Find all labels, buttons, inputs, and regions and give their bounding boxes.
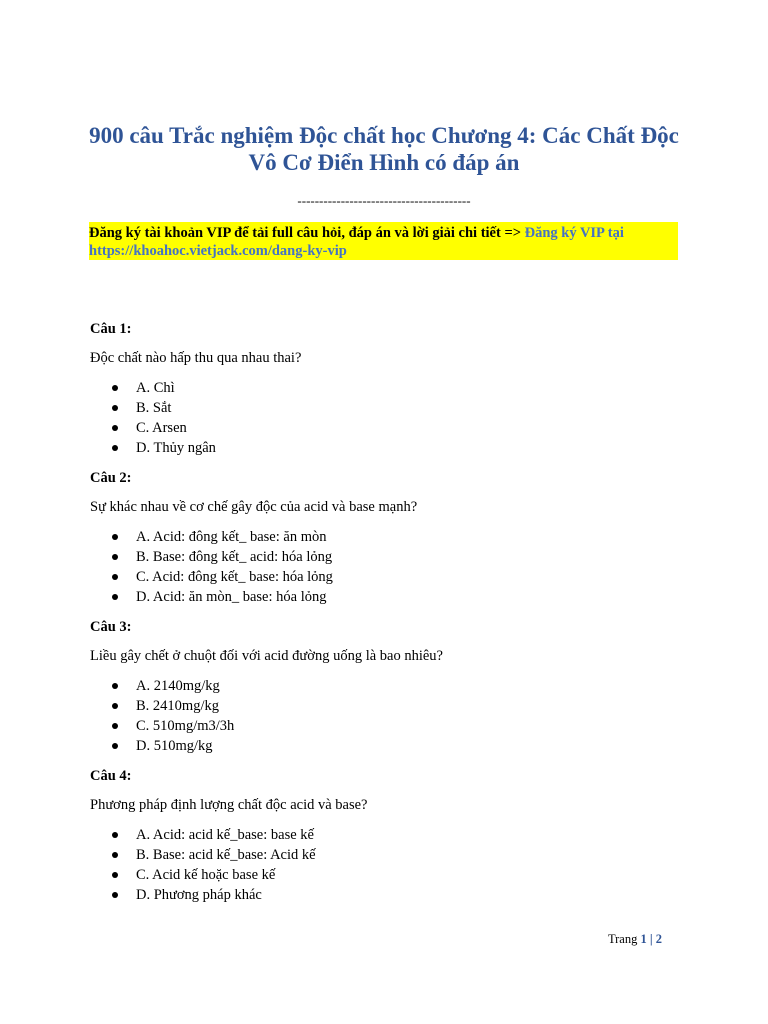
question-label: Câu 2:: [90, 470, 132, 486]
option-item: [90, 825, 690, 845]
option-item: [90, 567, 690, 587]
question-label: Câu 3:: [90, 619, 132, 635]
question-1: [90, 319, 690, 458]
title-line-1: 900 câu Trắc nghiệm Độc chất học Chương 4: Các Chất Độc: [89, 123, 679, 148]
option-item: [90, 547, 690, 567]
option-text: C. Acid: đông kết_ base: hóa lỏng: [136, 569, 333, 585]
question-3: [90, 617, 690, 756]
option-item: [90, 676, 690, 696]
bullet-icon: [112, 554, 118, 560]
option-item: [90, 885, 690, 905]
option-item: [90, 696, 690, 716]
option-text: A. 2140mg/kg: [136, 678, 220, 694]
option-item: [90, 845, 690, 865]
question-4: [90, 766, 690, 905]
vip-banner: [89, 222, 678, 260]
option-list: [90, 676, 690, 756]
separator-line: ----------------------------------------: [297, 193, 471, 208]
question-text: Độc chất nào hấp thu qua nhau thai?: [90, 350, 302, 366]
option-item: [90, 398, 690, 418]
option-item: [90, 716, 690, 736]
bullet-icon: [112, 832, 118, 838]
bullet-icon: [112, 385, 118, 391]
bullet-icon: [112, 703, 118, 709]
option-text: A. Chì: [136, 380, 175, 396]
option-list: [90, 527, 690, 607]
option-text: D. Thủy ngân: [136, 440, 216, 456]
option-item: [90, 865, 690, 885]
question-text: Liều gây chết ở chuột đối với acid đường uống là bao nhiêu?: [90, 648, 443, 664]
option-text: A. Acid: đông kết_ base: ăn mòn: [136, 529, 327, 545]
document-title: [60, 122, 708, 176]
option-item: [90, 418, 690, 438]
option-list: [90, 378, 690, 458]
option-text: D. Acid: ăn mòn_ base: hóa lỏng: [136, 589, 327, 605]
bullet-icon: [112, 574, 118, 580]
bullet-icon: [112, 723, 118, 729]
vip-register-link[interactable]: Đăng ký VIP tại https://khoahoc.vietjack.com/dang-ky-vip: [89, 225, 624, 259]
bullet-icon: [112, 425, 118, 431]
question-label: Câu 4:: [90, 768, 132, 784]
bullet-icon: [112, 872, 118, 878]
question-label: Câu 1:: [90, 321, 132, 337]
option-item: [90, 438, 690, 458]
bullet-icon: [112, 594, 118, 600]
bullet-icon: [112, 892, 118, 898]
option-text: A. Acid: acid kế_base: base kế: [136, 827, 314, 843]
footer-prefix: Trang: [607, 932, 641, 946]
option-item: [90, 378, 690, 398]
title-line-2: Vô Cơ Điển Hình có đáp án: [248, 150, 520, 175]
option-item: [90, 736, 690, 756]
option-text: C. 510mg/m3/3h: [136, 718, 235, 734]
option-text: C. Arsen: [136, 420, 187, 436]
question-list: [90, 319, 690, 915]
option-text: B. Sắt: [136, 400, 172, 416]
option-text: C. Acid kế hoặc base kế: [136, 867, 276, 883]
page-number: 1 | 2: [640, 932, 662, 946]
question-2: [90, 468, 690, 607]
option-text: B. 2410mg/kg: [136, 698, 219, 714]
bullet-icon: [112, 852, 118, 858]
vip-banner-text: Đăng ký tài khoản VIP để tải full câu hỏi, đáp án và lời giải chi tiết =>: [89, 225, 525, 241]
option-text: B. Base: đông kết_ acid: hóa lỏng: [136, 549, 333, 565]
option-item: [90, 527, 690, 547]
question-text: Sự khác nhau về cơ chế gây độc của acid và base mạnh?: [90, 499, 418, 515]
bullet-icon: [112, 445, 118, 451]
bullet-icon: [112, 683, 118, 689]
page-footer: [608, 931, 662, 947]
bullet-icon: [112, 534, 118, 540]
option-item: [90, 587, 690, 607]
bullet-icon: [112, 743, 118, 749]
question-text: Phương pháp định lượng chất độc acid và base?: [90, 797, 368, 813]
option-list: [90, 825, 690, 905]
option-text: B. Base: acid kế_base: Acid kế: [136, 847, 316, 863]
option-text: D. 510mg/kg: [136, 738, 213, 754]
option-text: D. Phương pháp khác: [136, 887, 262, 903]
bullet-icon: [112, 405, 118, 411]
